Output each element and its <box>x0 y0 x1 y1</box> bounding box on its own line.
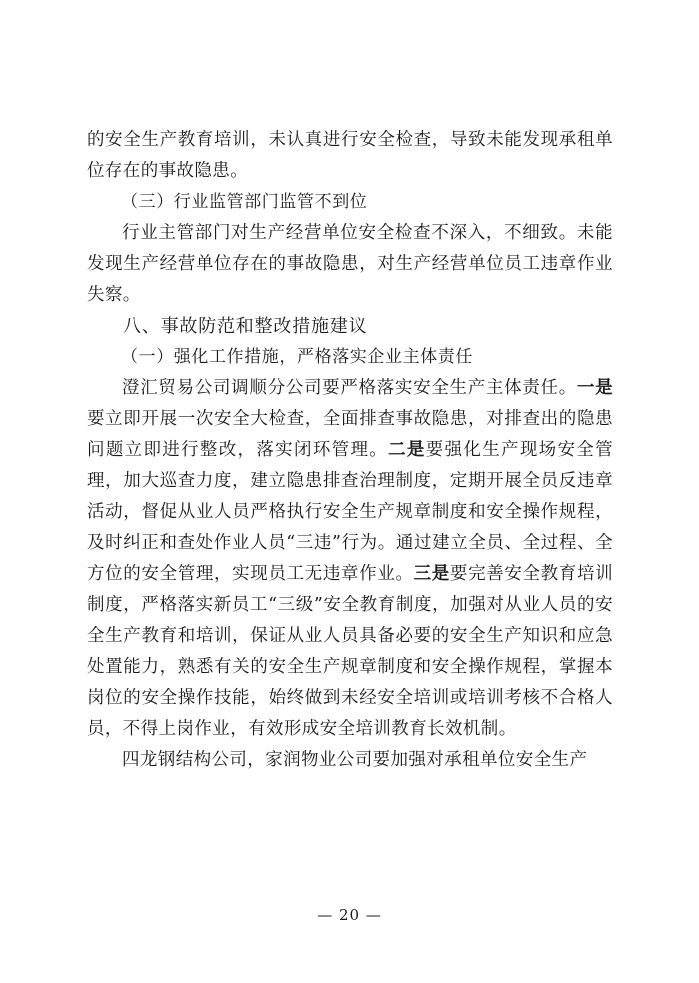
paragraph-landlords: 四龙钢结构公司，家润物业公司要加强对承租单位安全生产 <box>122 750 588 770</box>
section-heading-8-1: （一）强化工作措施，严格落实企业主体责任 <box>121 347 473 367</box>
measures-second: 要强化生产现场安全管理，加大巡查力度，建立隐患排查治理制度，定期开展全员反违章活动，督促从业人员严格执行安全生产规章制度和安全操作规程，及时纠正和查处作业人员“三违”行为。通过建立全员、全过程、全方位的安全管理，实现员工无违章作业。 <box>87 440 613 584</box>
page-number: — 20 — <box>317 906 382 924</box>
paragraph-continued: 的安全生产教育培训，未认真进行安全检查，导致未能发现承租单位存在的事故隐患。 <box>87 130 613 181</box>
body-text <box>87 125 613 776</box>
chapter-heading-8: 八、事故防范和整改措施建议 <box>123 316 368 337</box>
measures-third: 要完善安全教育培训制度，严格落实新员工“三级”安全教育制度，加强对从业人员的安全生产教育和培训，保证从业人员具备必要的安全生产知识和应急处置能力，熟悉有关的安全生产规章制度和安全操作规程，掌握本岗位的安全操作技能，始终做到未经安全培训或培训考核不合格人员，不得上岗作业，有效形成安全培训教育长效机制。 <box>87 564 613 739</box>
measures-intro: 澄汇贸易公司调顺分公司要严格落实安全生产主体责任。 <box>122 378 577 398</box>
paragraph-supervision: 行业主管部门对生产经营单位安全检查不深入，不细致。未能发现生产经营单位存在的事故隐患，对生产经营单位员工违章作业失察。 <box>87 223 613 305</box>
keyword-second: 二是 <box>388 440 426 460</box>
paragraph-measures <box>87 373 613 745</box>
measures-first: 要立即开展一次安全大检查，全面排查事故隐患，对排查出的隐患问题立即进行整改，落实闭环管理。 <box>87 409 613 460</box>
keyword-first: 一是 <box>576 378 613 398</box>
section-heading-3: （三）行业监管部门监管不到位 <box>121 192 368 212</box>
keyword-third: 三是 <box>413 564 450 584</box>
